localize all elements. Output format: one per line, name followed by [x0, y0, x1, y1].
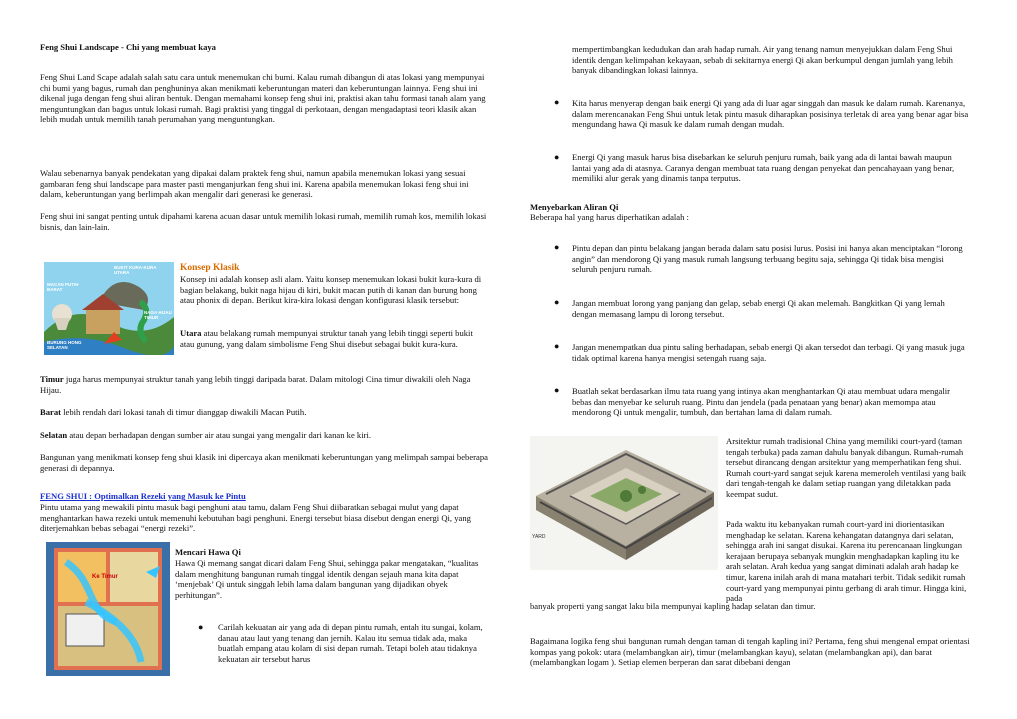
bullet-dot: ●	[554, 152, 560, 162]
hawa-qi-text: Hawa Qi memang sangat dicari dalam Feng Shui, sehingga pakar mengatakan, “kualitas dalam menghitung bangunan rumah tinggal identik dengan sejauh mana kita dapat ‘menjebak’ Qi untuk singgah lebih lama dalam bangunan yang dijadikan obyek perhitungan”.	[175, 558, 479, 600]
bullet-dot: ●	[554, 242, 560, 252]
bullet-dot: ●	[198, 622, 204, 632]
selatan-paragraph	[40, 430, 490, 441]
bullet-dot: ●	[554, 385, 560, 395]
classic-landscape-illustration	[44, 262, 174, 355]
courtyard-drawing	[530, 436, 718, 570]
label-east: NAGA HIJAU TIMUR	[144, 310, 172, 320]
bullet-dot: ●	[554, 297, 560, 307]
courtyard-house-illustration	[530, 436, 718, 570]
approach-paragraph: Walau sebenarnya banyak pendekatan yang dipakai dalam praktek feng shui, namun apabila menemukan lokasi yang sesuai gambaran feng shui landscape para master pasti menganjurkan feng shui ini. Karena apabila menemukan lokasi feng shui ini dalam, keberuntungan yang berlimpah akan mengalir dari generasi ke generasi.	[40, 168, 469, 200]
bullet-lorong: Jangan membuat lorong yang panjang dan gelap, sebab energi Qi akan melemah. Bangkitkan Qi yang lemah dengan memasang lampu di lorong tersebut.	[572, 298, 945, 319]
timur-text: juga harus mempunyai struktur tanah yang lebih tinggi daripada barat. Dalam mitologi Cina timur diwakili oleh Naga Hijau.	[40, 374, 471, 395]
selatan-text: atau depan berhadapan dengan sumber air atau sungai yang mengalir dari kanan ke kiri.	[67, 430, 371, 440]
importance-paragraph: Feng shui ini sangat penting untuk dipahami karena acuan dasar untuk memilih lokasi rumah, memilih rumah kos, memilih lokasi bisnis, dan lain-lain.	[40, 211, 487, 232]
bullet-serap-qi: Kita harus menyerap dengan baik energi Qi yang ada di luar agar singgah dan masuk ke dalam rumah. Karenanya, dalam merencanakan Feng Shui untuk letak pintu masuk diharapkan posisinya terletak di area yang benar agar bisa mengundang hawa Qi masuk ke dalam rumah dengan mudah.	[572, 98, 969, 130]
courtyard-paragraph-2: Pada waktu itu kebanyakan rumah court-yard ini diorientasikan menghadap ke selatan. Karena kehangatan datangnya dari selatan, sehingga arah ini sangat disukai. Karena itu perencanaan lingkungan kerajaan berupaya sebanyak mungkin menghadapkan kapling itu ke arah selatan. Arah kedua yang sangat diminati adalah arah hadap ke timur, karena inilah arah di mana matahari terbit. Tidak sedikit rumah court-yard yang mempunyai pintu gerbang di arah timur. Hingga kini, pada	[726, 519, 967, 604]
bangunan-paragraph: Bangunan yang menikmati konsep feng shui klasik ini dipercaya akan menikmati keberuntungan yang melimpah sampai beberapa generasi di depannya.	[40, 452, 488, 473]
logika-paragraph: Bagaimana logika feng shui bangunan rumah dengan taman di tengah kapling ini? Pertama, feng shui mengenal empat orientasi kompas yang pokok: utara (melambangkan air), timur (melambangkan kayu), selatan (melambangkan api), dan barat (melambangkan logam ). Setiap elemen berperan dan sarat dibebani dengan	[530, 636, 970, 668]
timur-paragraph	[40, 374, 490, 395]
bullet-sebar-qi: Energi Qi yang masuk harus bisa disebarkan ke seluruh penjuru rumah, baik yang ada di lantai bawah maupun lantai yang ada di atasnya. Caranya dengan membuat tata ruang dengan penyekat dan pencahayaan yang benar, memiliki alur gerak yang dinamis tanpa terputus.	[572, 152, 955, 184]
label-west: MACAN PUTIH BARAT	[47, 282, 79, 292]
aliran-qi-intro: Beberapa hal yang harus diperhatikan adalah :	[530, 212, 689, 222]
fig2-label: Ke Timur	[92, 574, 118, 580]
pintu-paragraph: Pintu utama yang mewakili pintu masuk bagi penghuni atau tamu, dalam Feng Shui diibaratkan sebagai mulut yang dapat menghantarkan hawa rezeki untuk memenuhi kebutuhan bagi penghuni. Energi tersebut biasa disebut dengan energi Qi, yang diterjemahkan bebas sebagai “energi rezeki”.	[40, 502, 471, 534]
timur-term: Timur	[40, 374, 64, 384]
utara-text: atau belakang rumah mempunyai struktur tanah yang lebih tinggi seperti bukit atau gunung, yang dalam simbolisme Feng Shui disebut sebagai bukit kura-kura.	[180, 328, 473, 349]
bullet-dot: ●	[554, 341, 560, 351]
bullet-air: Carilah kekuatan air yang ada di depan pintu rumah, entah itu sungai, kolam, danau atau laut yang tenang dan jernih. Kalau itu semua tidak ada, maka buatlah empang atau kolam di sisi depan rumah. Tetapi boleh atau tidaknya kekuatan air tersebut harus	[218, 622, 483, 664]
floor-plan-drawing	[46, 542, 170, 676]
air-continuation: mempertimbangkan kedudukan dan arah hadap rumah. Air yang tenang namun menyejukkan dalam Feng Shui identik dengan kelimpahan kekayaan, sebab di sekitarnya energi Qi akan berkumpul dengan jumlah yang lebih banyak dibandingkan lokasi lainnya.	[572, 44, 953, 76]
label-south: BURUNG HONG SELATAN	[47, 340, 82, 350]
konsep-klasik-heading: Konsep Klasik	[180, 263, 240, 273]
article-title: Feng Shui Landscape - Chi yang membuat kaya	[40, 42, 216, 52]
barat-text: lebih rendah dari lokasi tanah di timur dianggap diwakili Macan Putih.	[61, 407, 307, 417]
konsep-klasik-text: Konsep ini adalah konsep asli alam. Yaitu konsep menemukan lokasi bukit kura-kura di bagian belakang, bukit naga hijau di kiri, bukit macan putih di kanan dan burung hong atau phonix di depan. Berikut kira-kira lokasi dengan konfigurasi klasik tersebut:	[180, 274, 482, 306]
bullet-pintu-lurus: Pintu depan dan pintu belakang jangan berada dalam satu posisi lurus. Posisi ini hanya akan menciptakan “lorong angin” dan mendorong Qi yang masuk rumah langsung terbuang begitu saja, sehingga Qi tidak bisa mengisi seluruh penjuru rumah.	[572, 243, 963, 275]
barat-paragraph	[40, 407, 490, 418]
label-north: BUKIT KURA-KURA UTARA	[114, 265, 157, 275]
fig3-label: YARD	[532, 534, 546, 540]
utara-paragraph	[180, 328, 486, 349]
utara-term: Utara	[180, 328, 202, 338]
courtyard-paragraph-3: banyak properti yang sangat laku bila mempunyai kapling hadap selatan dan timur.	[530, 601, 816, 611]
mencari-hawa-qi-heading: Mencari Hawa Qi	[175, 547, 241, 557]
intro-paragraph: Feng Shui Land Scape adalah salah satu cara untuk menemukan chi bumi. Kalau rumah dibangun di atas lokasi yang mempunyai chi bumi yang bagus, rumah dan penghuninya akan menikmati keberuntungan materi dan keberuntungan lainnya. Feng shui ini dikenal juga dengan feng shui aliran bentuk. Dengan memahami konsep feng shui ini, praktisi akan tahu formasi tanah alam yang menguntungkan dan bagus untuk lokasi rumah. Bagi praktisi yang tinggal di perkotaan, dengan mengadaptasi teori klasik akan lebih mudah untuk memilih tanah perumahan yang menguntungkan.	[40, 72, 486, 125]
barat-term: Barat	[40, 407, 62, 417]
selatan-term: Selatan	[40, 430, 68, 440]
aliran-qi-heading: Menyebarkan Aliran Qi	[530, 202, 619, 212]
bullet-dua-pintu: Jangan menempatkan dua pintu saling berhadapan, sebab energi Qi akan tersedot dan terbagi. Qi yang masuk juga tidak optimal karena hanya mengisi setengah ruang saja.	[572, 342, 965, 363]
bullet-sekat: Buatlah sekat berdasarkan ilmu tata ruang yang intinya akan menghantarkan Qi atau membuat udara mengalir bebas dan menyebar ke seluruh ruang. Pintu dan jendela (pada penataan yang benar) akan memompa atau mendorong Qi untuk mengalir, tumbuh, dan bertahan lama di dalam rumah.	[572, 386, 950, 418]
floor-plan-illustration	[46, 542, 170, 676]
bullet-dot: ●	[554, 97, 560, 107]
courtyard-paragraph-1: Arsitektur rumah tradisional China yang memiliki court-yard (taman tengah terbuka) pada zaman dahulu banyak dibangun. Rumah-rumah tersebut dirancang dengan arsitektur yang memperhatikan feng shui. Rumah court-yard sangat sejuk karena memeroleh ventilasi yang baik dari tengah-tengah ke dalam setiap ruangan yang diletakkan pada keempat sudut.	[726, 436, 967, 499]
feng-shui-pintu-link[interactable]: FENG SHUI : Optimalkan Rezeki yang Masuk ke Pintu	[40, 491, 246, 501]
